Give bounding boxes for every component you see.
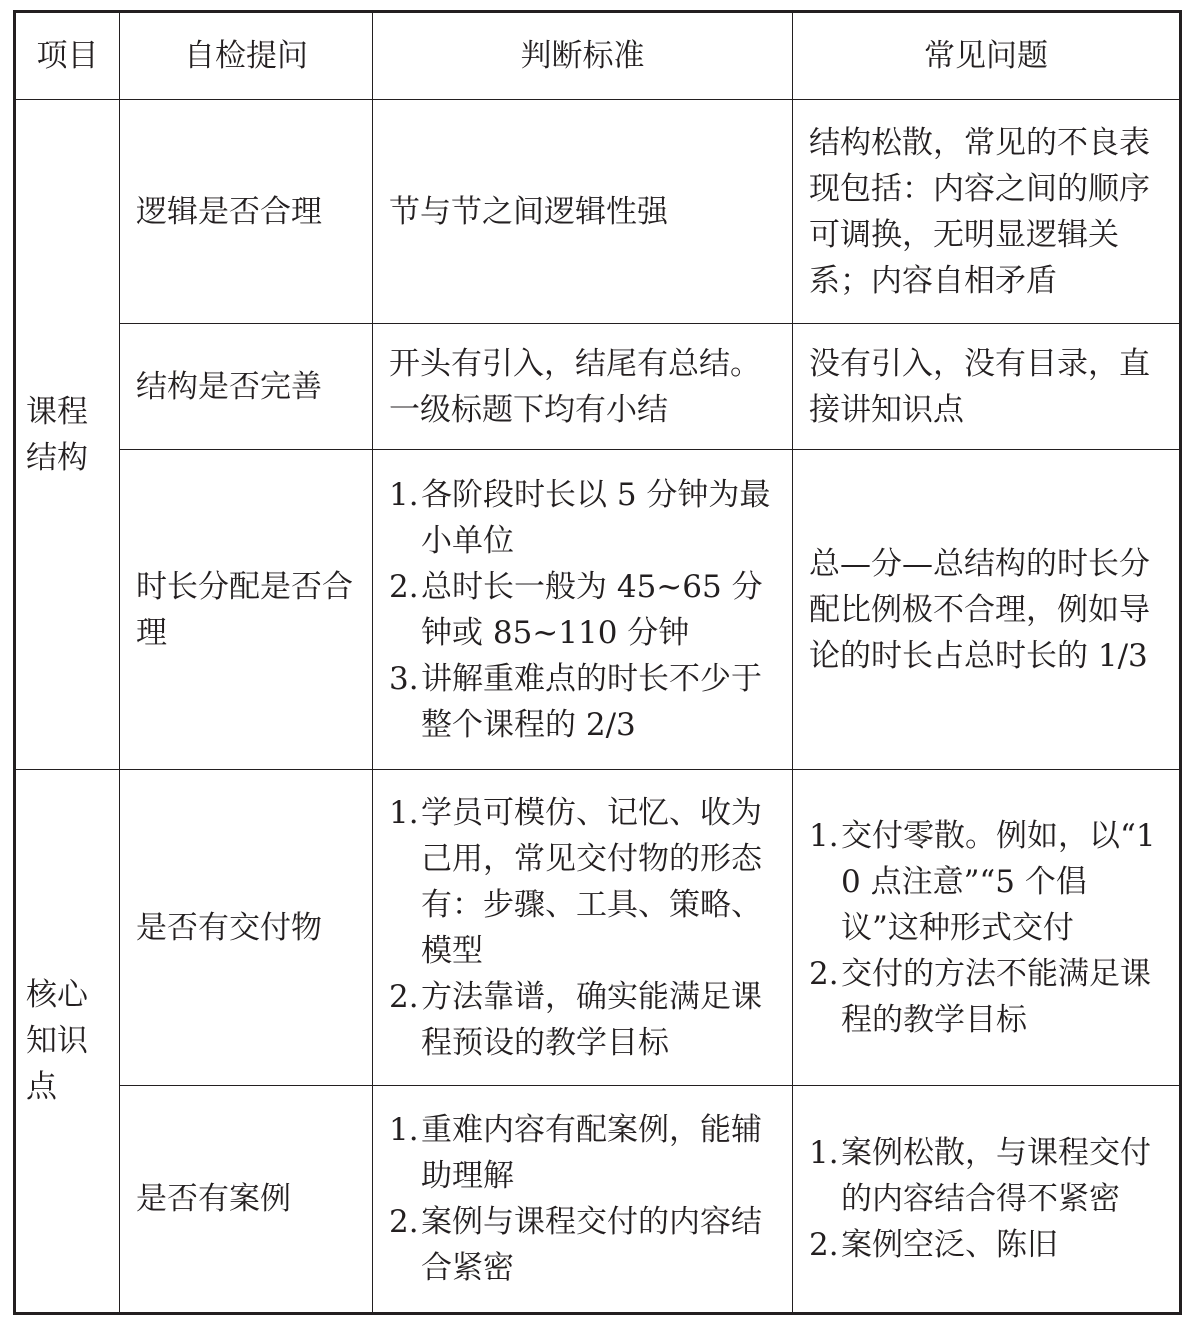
problem-list <box>809 813 1163 1043</box>
problem-list <box>809 1130 1163 1268</box>
question-cell: 结构是否完善 <box>120 324 373 450</box>
table-row <box>15 450 1181 770</box>
list-text: 讲解重难点的时长不少于整个课程的 2/3 <box>421 660 762 743</box>
list-text: 学员可模仿、记忆、收为己用，常见交付物的形态有：步骤、工具、策略、模型 <box>421 794 762 969</box>
list-number: 2. <box>389 978 419 1015</box>
header-row <box>15 12 1181 100</box>
list-item <box>389 656 776 748</box>
question-cell: 逻辑是否合理 <box>120 100 373 324</box>
list-number: 2. <box>389 568 419 605</box>
list-item <box>389 974 776 1066</box>
list-number: 3. <box>389 660 419 697</box>
list-item <box>389 1107 776 1199</box>
question-cell: 时长分配是否合理 <box>120 450 373 770</box>
table-row <box>15 324 1181 450</box>
list-text: 交付零散。例如，以“10 点注意”“5 个倡议”这种形式交付 <box>841 817 1156 946</box>
self-check-table <box>13 10 1182 1315</box>
header-problem: 常见问题 <box>793 12 1181 100</box>
list-item <box>389 564 776 656</box>
list-number: 2. <box>809 955 839 992</box>
list-text: 案例空泛、陈旧 <box>841 1227 1058 1263</box>
standard-cell: 节与节之间逻辑性强 <box>373 100 793 324</box>
list-number: 1. <box>389 476 419 513</box>
standard-cell: 开头有引入，结尾有总结。一级标题下均有小结 <box>373 324 793 450</box>
list-item <box>389 790 776 974</box>
list-item <box>389 472 776 564</box>
list-item <box>809 951 1163 1043</box>
problem-cell <box>793 770 1181 1086</box>
standard-list <box>389 790 776 1066</box>
problem-cell: 总—分—总结构的时长分配比例极不合理，例如导论的时长占总时长的 1/3 <box>793 450 1181 770</box>
list-text: 各阶段时长以 5 分钟为最小单位 <box>421 476 771 559</box>
category-course-structure: 课程结构 <box>15 100 120 770</box>
list-number: 1. <box>809 1135 839 1171</box>
list-item <box>809 813 1163 951</box>
question-cell: 是否有交付物 <box>120 770 373 1086</box>
standard-cell <box>373 770 793 1086</box>
list-number: 1. <box>809 817 839 854</box>
list-text: 总时长一般为 45~65 分钟或 85~110 分钟 <box>421 568 763 651</box>
list-number: 1. <box>389 1112 419 1148</box>
problem-cell <box>793 1086 1181 1314</box>
list-text: 方法靠谱，确实能满足课程预设的教学目标 <box>421 978 762 1061</box>
problem-cell: 结构松散，常见的不良表现包括：内容之间的顺序可调换，无明显逻辑关系；内容自相矛盾 <box>793 100 1181 324</box>
list-text: 案例松散，与课程交付的内容结合得不紧密 <box>841 1135 1151 1217</box>
category-core-knowledge: 核心知识点 <box>15 770 120 1314</box>
header-standard: 判断标准 <box>373 12 793 100</box>
table-row <box>15 1086 1181 1314</box>
problem-cell: 没有引入，没有目录，直接讲知识点 <box>793 324 1181 450</box>
list-number: 2. <box>389 1204 419 1240</box>
list-item <box>809 1130 1163 1222</box>
table-row <box>15 100 1181 324</box>
standard-list <box>389 1107 776 1291</box>
standard-list <box>389 472 776 748</box>
list-text: 交付的方法不能满足课程的教学目标 <box>841 955 1151 1038</box>
list-number: 1. <box>389 794 419 831</box>
header-item: 项目 <box>15 12 120 100</box>
list-text: 案例与课程交付的内容结合紧密 <box>421 1204 762 1286</box>
standard-cell <box>373 450 793 770</box>
standard-cell <box>373 1086 793 1314</box>
list-item <box>389 1199 776 1291</box>
header-question: 自检提问 <box>120 12 373 100</box>
table-row <box>15 770 1181 1086</box>
question-cell: 是否有案例 <box>120 1086 373 1314</box>
list-number: 2. <box>809 1227 839 1263</box>
list-item <box>809 1222 1163 1268</box>
list-text: 重难内容有配案例，能辅助理解 <box>421 1112 762 1194</box>
